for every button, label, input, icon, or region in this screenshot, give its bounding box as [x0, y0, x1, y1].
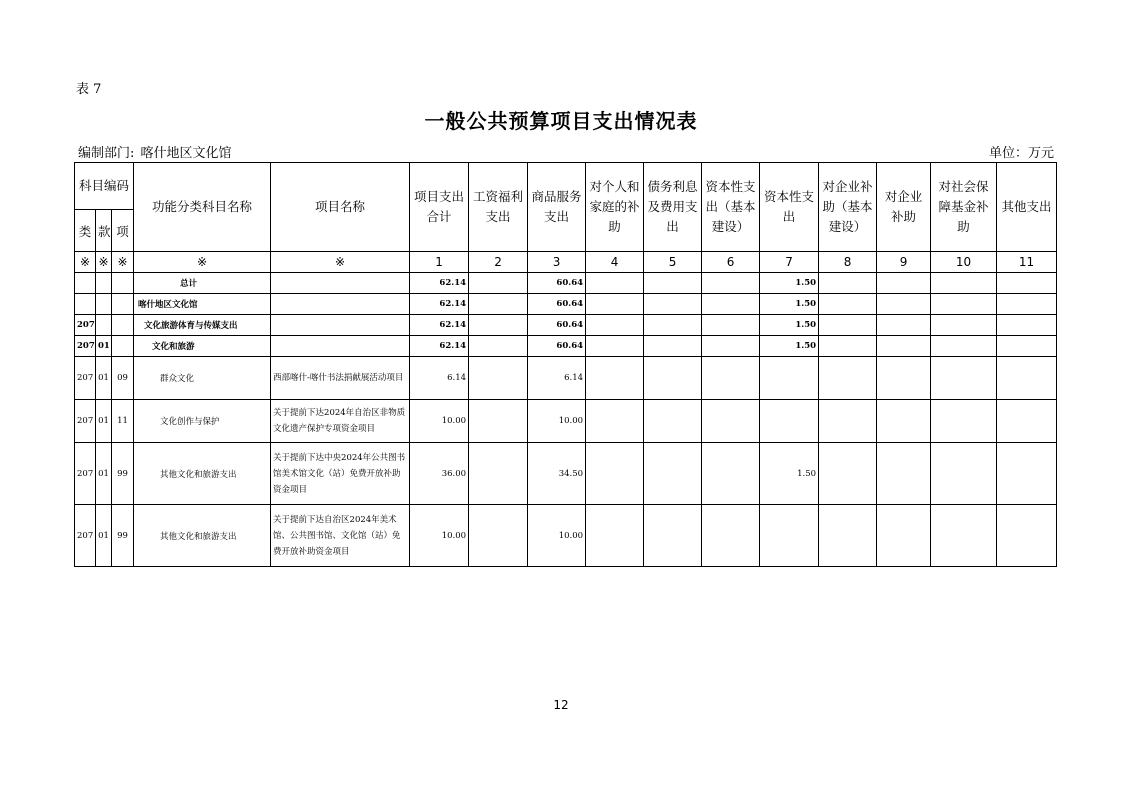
table-row [75, 336, 1057, 357]
cell-total: 6.14 [410, 357, 469, 400]
cell-enterprise-basic [819, 443, 877, 505]
cell-total: 62.14 [410, 294, 469, 315]
cell-project-name [271, 294, 410, 315]
cell-other [997, 273, 1057, 294]
cell-individual [586, 400, 644, 443]
table-row [75, 505, 1057, 567]
cell-code-lei [75, 294, 96, 315]
cell-goods: 60.64 [528, 273, 586, 294]
cell-project-name: 关于提前下达2024年自治区非物质文化遗产保护专项资金项目 [271, 400, 410, 443]
cell-debt [644, 273, 702, 294]
header-lei: 类 [75, 210, 96, 252]
cell-capital [760, 400, 819, 443]
cell-code-lei: 207 [75, 357, 96, 400]
header-kuan: 款 [96, 210, 112, 252]
table-row [75, 273, 1057, 294]
cell-code-kuan: 01 [96, 400, 112, 443]
cell-project-name: 关于提前下达自治区2024年美术馆、公共图书馆、文化馆（站）免费开放补助资金项目 [271, 505, 410, 567]
cell-other [997, 315, 1057, 336]
header-code: 科目编码 [75, 163, 134, 210]
table-row [75, 357, 1057, 400]
cell-goods: 60.64 [528, 336, 586, 357]
cell-goods: 60.64 [528, 315, 586, 336]
cell-social-security [931, 315, 997, 336]
header-capital: 资本性支出 [760, 163, 819, 252]
cell-individual [586, 443, 644, 505]
index-1: 1 [410, 252, 469, 273]
department-label: 编制部门: [78, 146, 135, 161]
cell-enterprise-basic [819, 294, 877, 315]
table-label: 表 7 [76, 82, 102, 97]
cell-func-name: 喀什地区文化馆 [134, 294, 271, 315]
header-wages: 工资福利支出 [469, 163, 528, 252]
cell-total: 62.14 [410, 336, 469, 357]
index-row [75, 252, 1057, 273]
cell-total: 62.14 [410, 273, 469, 294]
cell-enterprise-basic [819, 400, 877, 443]
cell-individual [586, 505, 644, 567]
cell-enterprise-basic [819, 273, 877, 294]
cell-code-xiang: 09 [112, 357, 134, 400]
cell-capital-basic [702, 443, 760, 505]
cell-capital-basic [702, 273, 760, 294]
cell-debt [644, 400, 702, 443]
cell-debt [644, 315, 702, 336]
cell-social-security [931, 443, 997, 505]
header-func-name: 功能分类科目名称 [134, 163, 271, 252]
cell-code-kuan [96, 273, 112, 294]
index-8: 8 [819, 252, 877, 273]
header-capital-basic: 资本性支出（基本建设） [702, 163, 760, 252]
cell-code-kuan: 01 [96, 443, 112, 505]
cell-social-security [931, 357, 997, 400]
cell-enterprise-basic [819, 336, 877, 357]
table-row [75, 315, 1057, 336]
cell-total: 36.00 [410, 443, 469, 505]
cell-project-name [271, 315, 410, 336]
table-row [75, 294, 1057, 315]
department-name: 喀什地区文化馆 [140, 146, 232, 161]
cell-goods: 34.50 [528, 443, 586, 505]
cell-capital: 1.50 [760, 336, 819, 357]
cell-capital-basic [702, 400, 760, 443]
header-xiang: 项 [112, 210, 134, 252]
cell-goods: 60.64 [528, 294, 586, 315]
cell-wages [469, 336, 528, 357]
unit-label: 单位：万元 [988, 146, 1054, 161]
index-11: 11 [997, 252, 1057, 273]
cell-debt [644, 505, 702, 567]
cell-other [997, 336, 1057, 357]
cell-social-security [931, 400, 997, 443]
cell-code-xiang [112, 336, 134, 357]
cell-capital: 1.50 [760, 273, 819, 294]
cell-code-lei: 207 [75, 315, 96, 336]
cell-code-xiang [112, 273, 134, 294]
cell-func-name: 文化旅游体育与传媒支出 [134, 315, 271, 336]
cell-other [997, 294, 1057, 315]
header-enterprise-basic: 对企业补助（基本建设） [819, 163, 877, 252]
cell-enterprise [877, 400, 931, 443]
index-6: 6 [702, 252, 760, 273]
cell-wages [469, 294, 528, 315]
cell-enterprise-basic [819, 357, 877, 400]
cell-wages [469, 400, 528, 443]
cell-goods: 6.14 [528, 357, 586, 400]
header-other: 其他支出 [997, 163, 1057, 252]
mark: ※ [96, 252, 112, 273]
cell-func-name: 总计 [134, 273, 271, 294]
cell-total: 10.00 [410, 505, 469, 567]
cell-social-security [931, 273, 997, 294]
cell-total: 10.00 [410, 400, 469, 443]
cell-debt [644, 357, 702, 400]
cell-enterprise [877, 357, 931, 400]
cell-debt [644, 336, 702, 357]
header-row [75, 163, 1057, 210]
cell-project-name: 关于提前下达中央2024年公共图书馆美术馆文化（站）免费开放补助资金项目 [271, 443, 410, 505]
cell-func-name: 文化和旅游 [134, 336, 271, 357]
cell-capital: 1.50 [760, 443, 819, 505]
cell-social-security [931, 336, 997, 357]
header-enterprise: 对企业补助 [877, 163, 931, 252]
cell-wages [469, 273, 528, 294]
cell-code-lei: 207 [75, 443, 96, 505]
table-row [75, 400, 1057, 443]
mark: ※ [134, 252, 271, 273]
index-5: 5 [644, 252, 702, 273]
cell-code-xiang: 99 [112, 505, 134, 567]
table-body [75, 273, 1057, 567]
index-10: 10 [931, 252, 997, 273]
cell-enterprise [877, 294, 931, 315]
cell-code-kuan [96, 294, 112, 315]
cell-code-kuan [96, 315, 112, 336]
header-project-name: 项目名称 [271, 163, 410, 252]
cell-capital-basic [702, 505, 760, 567]
index-3: 3 [528, 252, 586, 273]
table-row [75, 443, 1057, 505]
cell-code-lei [75, 273, 96, 294]
mark: ※ [112, 252, 134, 273]
cell-code-kuan: 01 [96, 505, 112, 567]
cell-wages [469, 505, 528, 567]
mark: ※ [271, 252, 410, 273]
cell-debt [644, 443, 702, 505]
index-4: 4 [586, 252, 644, 273]
cell-code-xiang [112, 294, 134, 315]
cell-other [997, 357, 1057, 400]
cell-capital [760, 505, 819, 567]
cell-other [997, 505, 1057, 567]
header-goods: 商品服务支出 [528, 163, 586, 252]
page-number: 12 [553, 698, 569, 712]
cell-capital: 1.50 [760, 294, 819, 315]
header-social-security: 对社会保障基金补助 [931, 163, 997, 252]
cell-capital: 1.50 [760, 315, 819, 336]
budget-table [74, 162, 1057, 567]
cell-capital-basic [702, 315, 760, 336]
cell-individual [586, 357, 644, 400]
cell-func-name: 其他文化和旅游支出 [134, 505, 271, 567]
cell-social-security [931, 505, 997, 567]
cell-code-kuan: 01 [96, 336, 112, 357]
cell-individual [586, 315, 644, 336]
cell-enterprise [877, 336, 931, 357]
cell-wages [469, 357, 528, 400]
header-individual: 对个人和家庭的补助 [586, 163, 644, 252]
cell-code-xiang: 99 [112, 443, 134, 505]
cell-project-name [271, 336, 410, 357]
cell-code-lei: 207 [75, 505, 96, 567]
cell-wages [469, 315, 528, 336]
index-7: 7 [760, 252, 819, 273]
cell-code-lei: 207 [75, 400, 96, 443]
cell-other [997, 400, 1057, 443]
cell-code-xiang: 11 [112, 400, 134, 443]
cell-debt [644, 294, 702, 315]
cell-capital-basic [702, 294, 760, 315]
cell-enterprise [877, 273, 931, 294]
cell-capital-basic [702, 357, 760, 400]
cell-wages [469, 443, 528, 505]
department [76, 142, 232, 161]
cell-other [997, 443, 1057, 505]
cell-func-name: 其他文化和旅游支出 [134, 443, 271, 505]
cell-enterprise [877, 315, 931, 336]
cell-code-kuan: 01 [96, 357, 112, 400]
header-total: 项目支出合计 [410, 163, 469, 252]
cell-code-xiang [112, 315, 134, 336]
cell-func-name: 群众文化 [134, 357, 271, 400]
cell-individual [586, 336, 644, 357]
index-2: 2 [469, 252, 528, 273]
cell-project-name [271, 273, 410, 294]
cell-enterprise [877, 443, 931, 505]
cell-total: 62.14 [410, 315, 469, 336]
cell-enterprise [877, 505, 931, 567]
header-debt: 债务利息及费用支出 [644, 163, 702, 252]
cell-code-lei: 207 [75, 336, 96, 357]
index-9: 9 [877, 252, 931, 273]
cell-capital-basic [702, 336, 760, 357]
cell-social-security [931, 294, 997, 315]
page-title: 一般公共预算项目支出情况表 [424, 109, 698, 133]
cell-func-name: 文化创作与保护 [134, 400, 271, 443]
cell-enterprise-basic [819, 315, 877, 336]
cell-enterprise-basic [819, 505, 877, 567]
mark: ※ [75, 252, 96, 273]
cell-project-name: 西部喀什-喀什书法捐献展活动项目 [271, 357, 410, 400]
cell-individual [586, 273, 644, 294]
cell-goods: 10.00 [528, 400, 586, 443]
cell-capital [760, 357, 819, 400]
cell-individual [586, 294, 644, 315]
cell-goods: 10.00 [528, 505, 586, 567]
